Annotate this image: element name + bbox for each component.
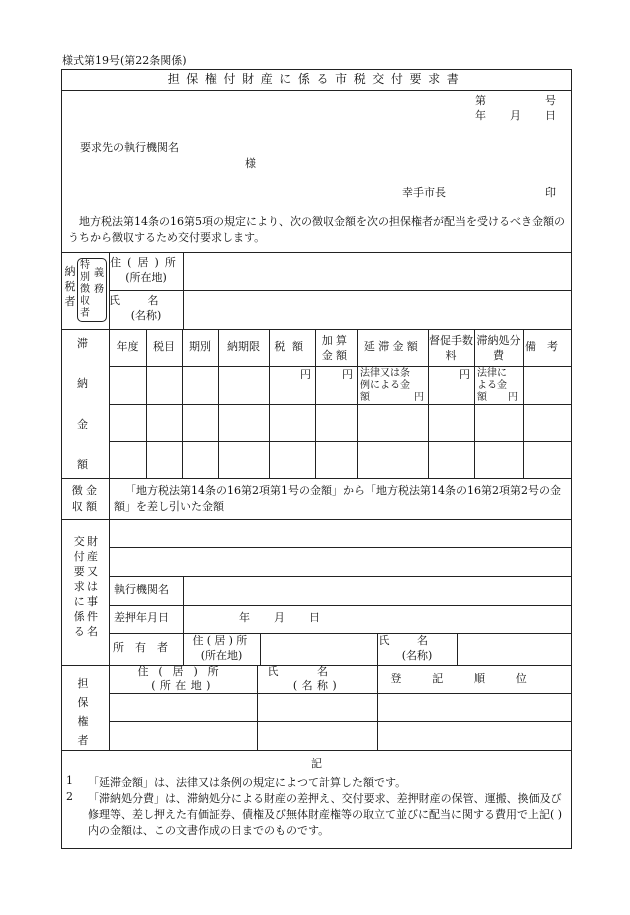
divider (62, 478, 571, 479)
col-disposal-cost: 滞納処分費 (476, 334, 521, 362)
delinquent-note: 法律又は条例による金額 (360, 368, 410, 403)
seizure-date-label: 差押年月日 (114, 611, 169, 624)
col-additional: 加算金額 (321, 334, 351, 362)
disposal-note: 法律による金額 (477, 368, 507, 403)
owner-address-label: 住(居)所 (192, 634, 251, 647)
arrears-label-4: 額 (77, 458, 88, 471)
secured-label: 担 保 権 者 (77, 677, 89, 747)
col-demand-fee: 督促手数料 (429, 334, 473, 362)
owner-name-sub: (名称) (401, 649, 433, 662)
issuer-name: 幸手市長 (402, 186, 446, 199)
arrears-label-1: 滞 (77, 337, 88, 350)
number-suffix: 号 (545, 94, 556, 107)
date-year: 年 (475, 109, 486, 122)
name-sub: (名称) (130, 309, 162, 322)
seizure-day: 日 (309, 611, 320, 624)
col-fiscal-year: 年度 (116, 340, 139, 353)
owner-address-sub: (所在地) (200, 649, 243, 662)
number-label: 第 (475, 94, 486, 107)
unit-demand-fee: 円 (459, 368, 470, 381)
secured-name-label: 氏名 (267, 665, 367, 678)
secured-address-sub: (所在地) (151, 679, 215, 692)
date-month: 月 (510, 109, 521, 122)
divider (62, 90, 571, 91)
form-title: 担保権付財産に係る市税交付要求書 (167, 72, 466, 86)
seizure-year: 年 (239, 611, 250, 624)
special-collector-label: 特 別 徴 収 者 (80, 260, 90, 319)
owner-label: 所有者 (113, 641, 179, 654)
col-remarks: 備考 (525, 340, 569, 353)
note-1-text: 「延滞金額」は、法律又は条例の規定によつて計算した額です。 (88, 776, 407, 789)
honorific: 様 (245, 157, 256, 170)
unit-tax: 円 (300, 368, 311, 381)
name-label: 氏名 (109, 294, 186, 307)
notes-heading: 記 (311, 757, 322, 770)
arrears-label-2: 納 (77, 377, 88, 390)
unit-delinquent: 円 (414, 392, 424, 403)
seal-mark: 印 (545, 186, 556, 199)
seizure-month: 月 (274, 611, 285, 624)
divider (62, 329, 571, 330)
col-tax-item: 税目 (153, 340, 175, 353)
registration-rank-label: 登記順位 (390, 672, 558, 685)
form-number-label: 様式第19号(第22条関係) (62, 54, 187, 67)
property-label: 交財 付産 要又 求は に事 係件 る名 (73, 535, 101, 638)
col-period: 期別 (189, 340, 211, 353)
divider (62, 519, 571, 520)
arrears-label-3: 金 (77, 418, 88, 431)
col-due-date: 納期限 (227, 340, 260, 353)
agency-label: 執行機関名 (114, 583, 169, 596)
col-tax-amount: 税額 (274, 340, 310, 353)
unit-additional: 円 (342, 368, 353, 381)
secured-address-label: 住(居)所 (137, 665, 229, 678)
collection-label: 徴金 収額 (71, 484, 101, 513)
note-1-number: 1 (66, 774, 73, 787)
note-2-number: 2 (66, 790, 73, 803)
address-label: 住(居)所 (110, 256, 182, 269)
divider (62, 750, 571, 751)
collection-text: 「地方税法第14条の16第2項第1号の金額」から「地方税法第14条の16第2項第2号の金額」を差し引いた金額 (114, 484, 561, 513)
secured-name-sub: (名称) (292, 679, 342, 692)
address-sub: (所在地) (125, 271, 167, 284)
tax-claim-form (61, 69, 572, 849)
note-2-text: 「滞納処分費」は、滞納処分による財産の差押え、交付要求、差押財産の保管、運搬、換価及び修理等、差し押えた有価証券、債権及び無体財産権等の取立て並びに配当に関する費用で上記( )内の金額は、この文書作成の日までのものです。 (88, 792, 563, 837)
date-day: 日 (545, 109, 556, 122)
recipient-label: 要求先の執行機関名 (80, 141, 179, 154)
obligor-label: 義 務 (94, 268, 104, 295)
col-delinquent: 延滞金額 (363, 340, 422, 353)
divider (62, 252, 571, 253)
owner-name-label: 氏名 (378, 634, 456, 647)
body-text: 地方税法第14条の16第5項の規定により、次の徴収金額を次の担保権者が配当を受けるべき金額のうちから徴収するため交付要求します。 (68, 215, 565, 244)
taxpayer-label: 納 税 者 (64, 265, 76, 308)
unit-disposal: 円 (508, 392, 518, 403)
